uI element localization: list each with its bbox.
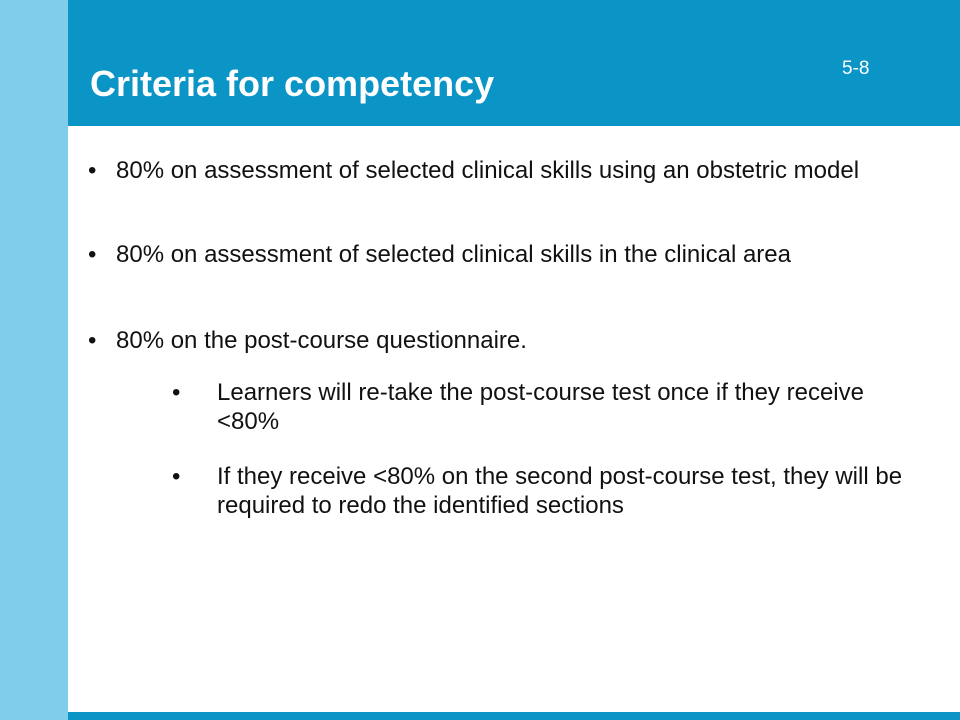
bullet-text: 80% on assessment of selected clinical skills in the clinical area bbox=[116, 241, 791, 268]
sub-bullet-item bbox=[172, 378, 912, 436]
sub-bullet-text: Learners will re-take the post-course test once if they receive <80% bbox=[217, 379, 864, 435]
bullet-text: 80% on assessment of selected clinical skills using an obstetric model bbox=[116, 157, 860, 184]
bullet-text: 80% on the post-course questionnaire. bbox=[116, 327, 527, 354]
bullet-dot-icon: • bbox=[88, 327, 97, 354]
sub-bullet-item bbox=[172, 462, 912, 520]
bullet-dot-icon: • bbox=[172, 463, 181, 490]
slide-number: 5-8 bbox=[842, 58, 870, 79]
slide-title: Criteria for competency bbox=[90, 63, 495, 104]
bullet-item bbox=[88, 156, 888, 185]
bullet-dot-icon: • bbox=[172, 379, 181, 406]
bullet-dot-icon: • bbox=[88, 241, 97, 268]
bullet-item bbox=[88, 240, 888, 269]
bullet-item bbox=[88, 326, 888, 355]
sub-bullet-text: If they receive <80% on the second post-course test, they will be required to redo the identified sections bbox=[217, 463, 903, 519]
bullet-dot-icon: • bbox=[88, 157, 97, 184]
